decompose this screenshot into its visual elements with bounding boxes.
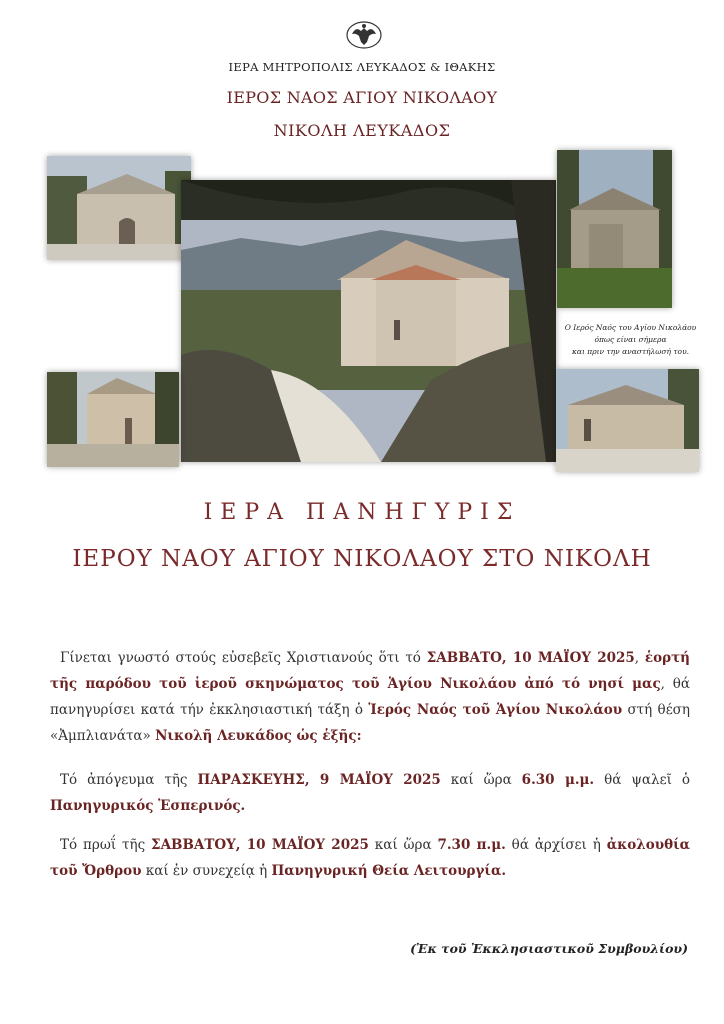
p3-text-e: θά ἀρχίσει ἡ <box>505 837 607 853</box>
p2-text-a: Τό ἀπόγευμα τῆς <box>60 772 198 788</box>
announcement-paragraph-1 <box>50 645 690 749</box>
p3-text-a: Τό πρωΐ τῆς <box>60 837 152 853</box>
p3-service-2: Πανηγυρική Θεία Λειτουργία. <box>271 863 507 879</box>
p3-time: 7.30 π.μ. <box>437 837 506 853</box>
temple-name: ΙΕΡΟΣ ΝΑΟΣ ΑΓΙΟΥ ΝΙΚΟΛΑΟΥ <box>226 88 498 107</box>
p3-date: ΣΑΒΒΑΤΟΥ, 10 ΜΑΪΟΥ 2025 <box>151 837 369 853</box>
church-photo-bottom-left <box>47 372 179 467</box>
p1-text-a: Γίνεται γνωστό στούς εὐσεβεῖς Χριστιανούς ὅτι τό <box>60 650 427 666</box>
p1-feast: ἑορτή τῆς παρόδου τοῦ ἱεροῦ σκηνώματος τοῦ Ἁγίου Νικολάου ἀπό τό νησί μας <box>50 650 690 692</box>
feast-title: ΙΕΡΑ ΠΑΝΗΓΥΡΙΣ <box>203 500 521 525</box>
p1-text-c: , <box>634 650 645 666</box>
p2-text-c: καί ὥρα <box>440 772 522 788</box>
p1-text-g: στή θέση «Ἀμπλιανάτα» <box>50 702 690 744</box>
caption-line-3: και πριν την αναστήλωσή του. <box>571 347 690 356</box>
caption-line-2: όπως είναι σήμερα <box>594 335 667 344</box>
metropolis-name: ΙΕΡΑ ΜΗΤΡΟΠΟΛΙΣ ΛΕΥΚΑΔΟΣ & ΙΘΑΚΗΣ <box>228 60 496 74</box>
p1-text-e: , θά πανηγυρίσει κατά τήν ἐκκλησιαστική τάξη ὁ <box>50 676 690 718</box>
church-photo-top-left <box>47 156 191 260</box>
p2-time: 6.30 μ.μ. <box>521 772 595 788</box>
place-name: ΝΙΚΟΛΗ ΛΕΥΚΑΔΟΣ <box>273 121 451 140</box>
announcement-paragraph-2 <box>50 767 690 819</box>
p1-location: Νικολῆ Λευκάδος ὡς ἑξῆς: <box>155 728 362 744</box>
p3-text-c: καί ὥρα <box>368 837 438 853</box>
p1-temple: Ἱερός Ναός τοῦ Ἁγίου Νικολάου <box>368 702 623 718</box>
p1-date: ΣΑΒΒΑΤΟ, 10 ΜΑΪΟΥ 2025 <box>426 650 635 666</box>
photo-caption <box>563 322 698 358</box>
closing-signature: (Ἐκ τοῦ Ἐκκλησιαστικοῦ Συμβουλίου) <box>410 941 688 956</box>
caption-line-1: Ο Ιερός Ναός του Αγίου Νικολάου <box>564 323 697 332</box>
p2-service: Πανηγυρικός Ἑσπερινός. <box>50 798 246 814</box>
p3-service-1: ἀκολουθία τοῦ Ὄρθρου <box>50 837 690 879</box>
church-photo-bottom-right <box>556 369 699 472</box>
p2-date: ΠΑΡΑΣΚΕΥΗΣ, 9 ΜΑΪΟΥ 2025 <box>197 772 441 788</box>
church-photo-main <box>181 180 556 462</box>
announcement-paragraph-3 <box>50 832 690 884</box>
p3-text-g: καί ἐν συνεχείᾳ ἡ <box>141 863 272 879</box>
feast-subtitle: ΙΕΡΟΥ ΝΑΟΥ ΑΓΙΟΥ ΝΙΚΟΛΑΟΥ ΣΤΟ ΝΙΚΟΛΗ <box>72 546 652 572</box>
church-photo-top-right <box>557 150 672 308</box>
double-headed-eagle-icon <box>346 20 382 50</box>
p2-text-e: θά ψαλεῖ ὁ <box>594 772 690 788</box>
